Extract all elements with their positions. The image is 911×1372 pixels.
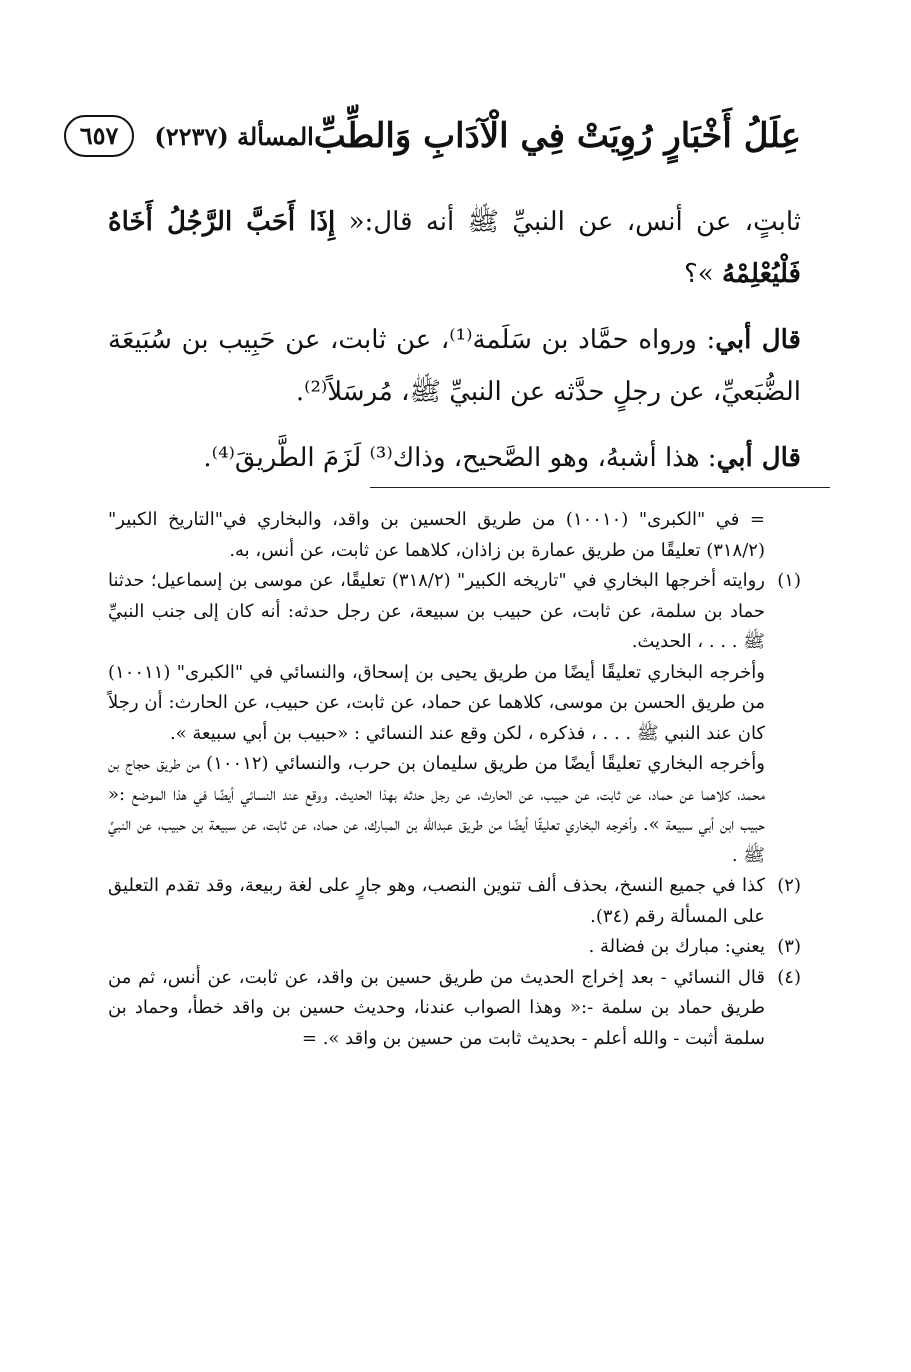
footnote-text: كذا في جميع النسخ، بحذف ألف تنوين النصب، وهو جارٍ على لغة ربيعة، وقد تقدم التعليق على المسألة رقم (٣٤). [108, 875, 765, 927]
hadith-intro: ثابتٍ، عن أنس، عن النبيِّ ﷺ أنه قال:« [348, 207, 802, 237]
footnote-2 [108, 871, 801, 932]
abi-statement-2: : هذا أشبهُ، وهو الصَّحيح، وذاك⁽³⁾ لَزَمَ الطَّريقَ⁽⁴⁾. [203, 443, 717, 473]
hadith-close: »؟ [684, 259, 714, 289]
footnote-number: (٤) [777, 966, 801, 988]
main-text [108, 196, 801, 498]
footnote-number: (١) [777, 570, 801, 591]
footnote-number-spacer [765, 505, 801, 566]
footnote-text: قال النسائي - بعد إخراج الحديث من طريق حسين بن واقد، عن ثابت، عن أنس، ثم من طريق حماد بن سلمة -:« وهذا الصواب عندنا، وحديث حسين بن واقد خطأ، وحماد بن سلمة أثبت - والله أعلم - بحديث ثابت من حسين بن واقد ». = [108, 966, 765, 1049]
footnote-continuation [108, 505, 801, 566]
hadith-text: إِذَا أَحَبَّ الرَّجُلُ أَخَاهُ فَلْيُعْلِمْهُ [108, 207, 801, 289]
page-header [79, 108, 801, 164]
speaker-label: قال أبي [715, 325, 801, 355]
paragraph-abi-2 [108, 432, 801, 484]
abi-statement-1: : ورواه حمَّاد بن سَلَمة⁽¹⁾، عن ثابت، عن حَبِيب بن سُبَيعَة الضُّبَعيِّ، عن رجلٍ حدَّثه عن النبيِّ ﷺ، مُرسَلاً⁽²⁾. [108, 325, 801, 407]
footnote-3 [108, 932, 801, 963]
footnote-text: روايته أخرجها البخاري في "تاريخه الكبير" (٣١٨/٢) تعليقًا، عن موسى بن إسماعيل؛ حدثنا حماد بن سلمة، عن ثابت، عن حبيب بن سبيعة، عن رجل حدثه: أنه كان إلى جنب النبيِّ ﷺ . . . ، الحديث. [108, 570, 765, 652]
issue-label: المسألة (٢٢٣٧) [154, 121, 314, 151]
speaker-label: قال أبي [716, 443, 801, 473]
footnote-text: وأخرجه البخاري تعليقًا أيضًا من طريق سليمان بن حرب، والنسائي (١٠٠١٢) من طريق حجاج بن محمد، كلاهما عن حماد، عن ثابت، عن حبيب، عن الحارث، عن رجل حدثه بهذا الحديث. ووقع عند النسائي أيضًا في هذا الموضع :« حبيب ابن أبي سبيعة ». وأخرجه البخاري تعليقًا أيضًا من طريق عبدالله بن المبارك، عن حماد، عن ثابت، عن سبيعة بن حبيب، عن النبيِّ ﷺ . [108, 753, 765, 866]
footnote-4 [108, 963, 801, 1055]
paragraph-abi-1 [108, 314, 801, 418]
footnote-number: (٣) [777, 936, 801, 957]
header-meta [64, 115, 314, 157]
footnote-number: (٢) [777, 875, 801, 896]
footnote-separator [370, 487, 830, 488]
book-title: عِلَلُ أَخْبَارٍ رُوِيَتْ فِي الْآدَابِ وَالطِّبِّ [313, 116, 801, 156]
footnotes [108, 505, 801, 1054]
footnote-1 [108, 566, 801, 871]
footnote-text: = في "الكبرى" (١٠٠١٠) من طريق الحسين بن واقد، والبخاري في"التاريخ الكبير" (٣١٨/٢) تعليقًا من طريق عمارة بن زاذان، كلاهما عن ثابت، عن أنس، به. [108, 509, 765, 561]
footnote-text: وأخرجه البخاري تعليقًا أيضًا من طريق يحيى بن إسحاق، والنسائي في "الكبرى" (١٠٠١١) من طريق الحسن بن موسى، كلاهما عن حماد، عن ثابت، عن حبيب، عن الحارث: أن رجلاً كان عند النبي ﷺ . . . ، فذكره ، لكن وقع عند النسائي : «حبيب بن أبي سبيعة ». [108, 661, 765, 744]
page-number: ٦٥٧ [64, 115, 135, 157]
footnote-text: يعني: مبارك بن فضالة . [588, 936, 765, 957]
paragraph-hadith [108, 196, 801, 300]
